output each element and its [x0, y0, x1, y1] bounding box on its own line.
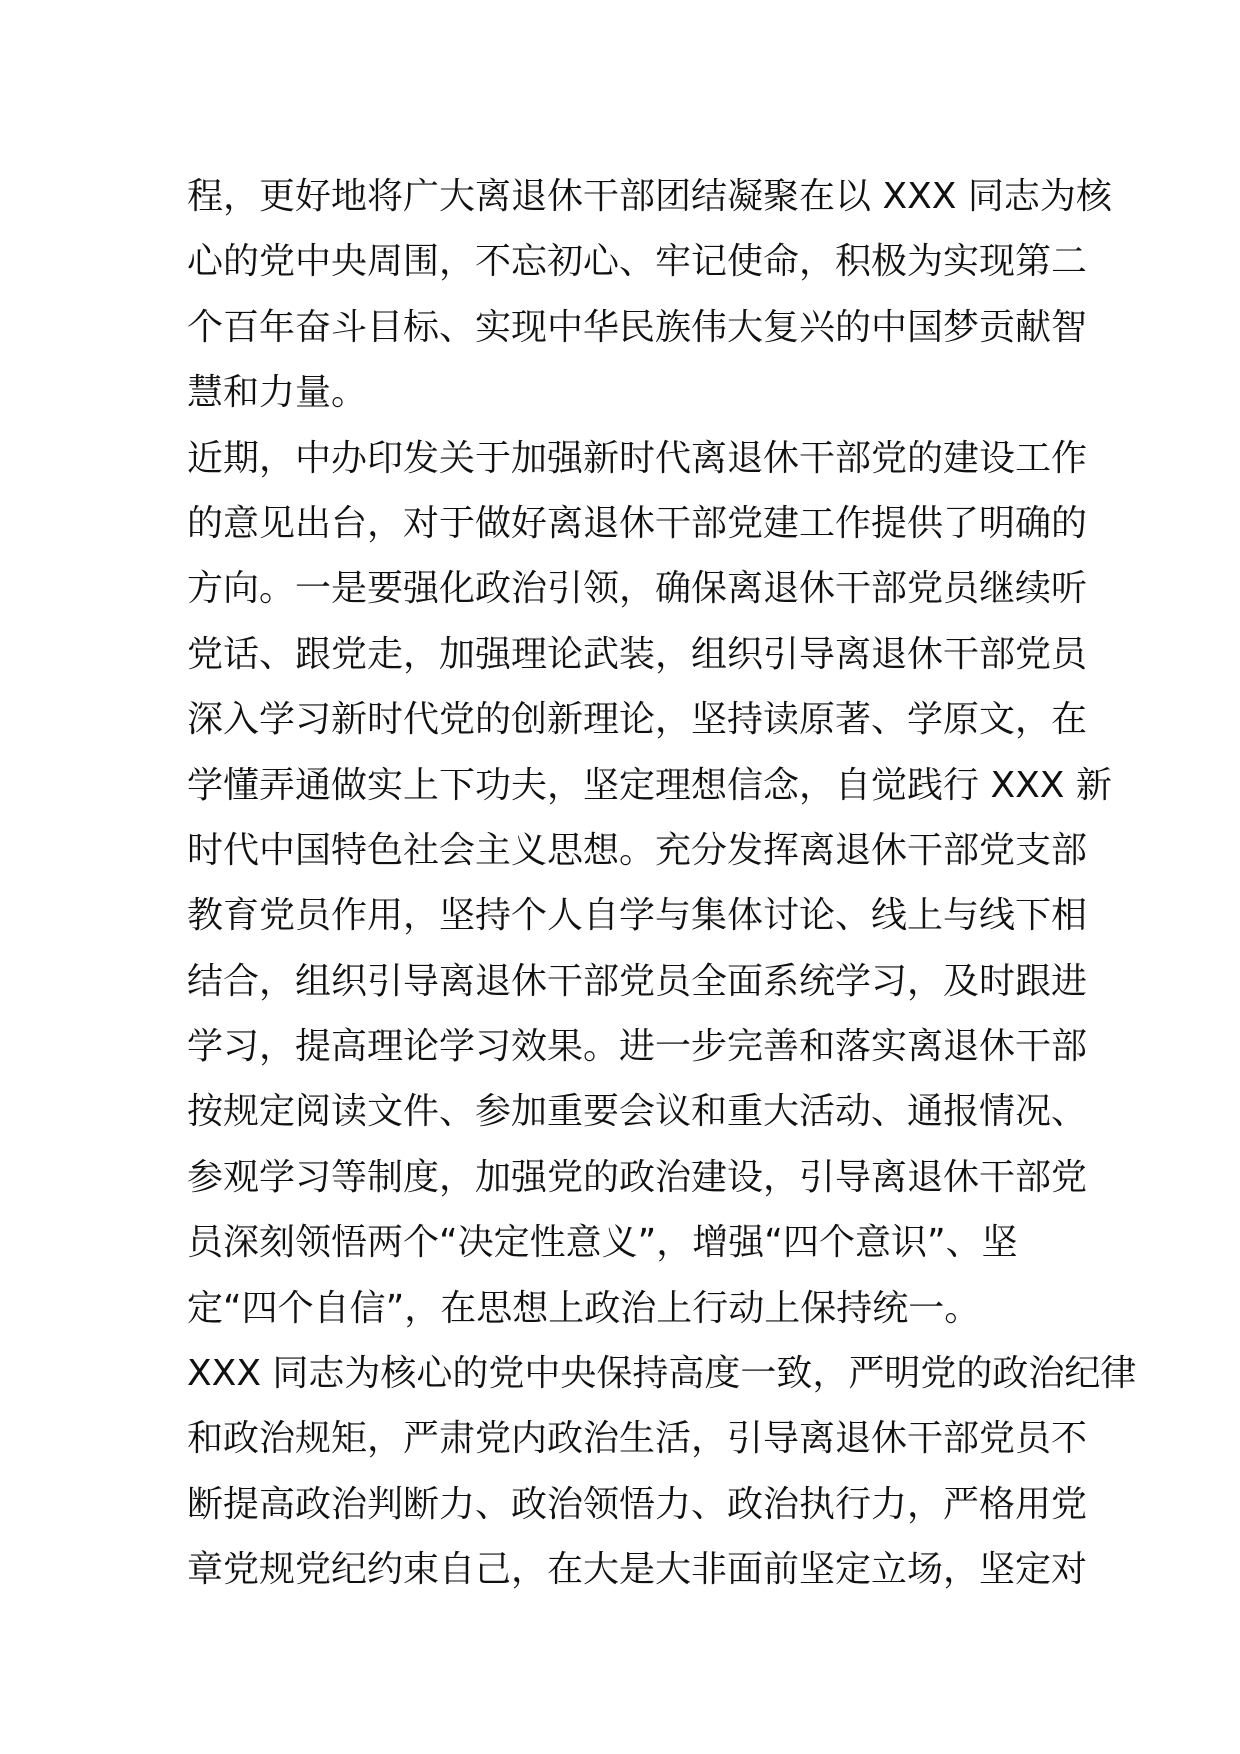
text-line: 员深刻领悟两个“决定性意义”，增强“四个意识”、坚: [187, 1222, 1018, 1264]
text-line: 慧和力量。: [187, 372, 368, 414]
text-line: 个百年奋斗目标、实现中华民族伟大复兴的中国梦贡献智: [187, 306, 1088, 348]
text-line: 定“四个自信”，在思想上政治上行动上保持统一。: [187, 1287, 981, 1329]
text-line: XXX 同志为核心的党中央保持高度一致，严明党的政治纪律: [187, 1353, 1137, 1395]
text-line: 深入学习新时代党的创新理论，坚持读原著、学原文，在: [187, 699, 1088, 741]
text-line: 结合，组织引导离退休干部党员全面系统学习，及时跟进: [187, 960, 1088, 1002]
text-line: 的意见出台，对于做好离退休干部党建工作提供了明确的: [187, 502, 1088, 544]
text-line: 心的党中央周围，不忘初心、牢记使命，积极为实现第二: [187, 241, 1088, 283]
text-line: 程，更好地将广大离退休干部团结凝聚在以 XXX 同志为核: [187, 176, 1112, 217]
body-text: [187, 164, 1137, 1603]
text-line: 党话、跟党走，加强理论武装，组织引导离退休干部党员: [187, 633, 1088, 675]
text-line: 学习，提高理论学习效果。进一步完善和落实离退休干部: [187, 1026, 1088, 1068]
text-line: 断提高政治判断力、政治领悟力、政治执行力，严格用党: [187, 1483, 1088, 1525]
text-line: 教育党员作用，坚持个人自学与集体讨论、线上与线下相: [187, 895, 1088, 937]
text-line: 和政治规矩，严肃党内政治生活，引导离退休干部党员不: [187, 1418, 1088, 1460]
text-line: 近期，中办印发关于加强新时代离退休干部党的建设工作: [187, 437, 1088, 479]
text-line: 按规定阅读文件、参加重要会议和重大活动、通报情况、: [187, 1091, 1088, 1133]
text-line: 参观学习等制度，加强党的政治建设，引导离退休干部党: [187, 1156, 1088, 1198]
text-line: 方向。一是要强化政治引领，确保离退休干部党员继续听: [187, 568, 1088, 610]
text-line: 章党规党纪约束自己，在大是大非面前坚定立场，坚定对: [187, 1549, 1088, 1591]
text-line: 学懂弄通做实上下功夫，坚定理想信念，自觉践行 XXX 新: [187, 764, 1112, 806]
text-line: 时代中国特色社会主义思想。充分发挥离退休干部党支部: [187, 829, 1088, 871]
